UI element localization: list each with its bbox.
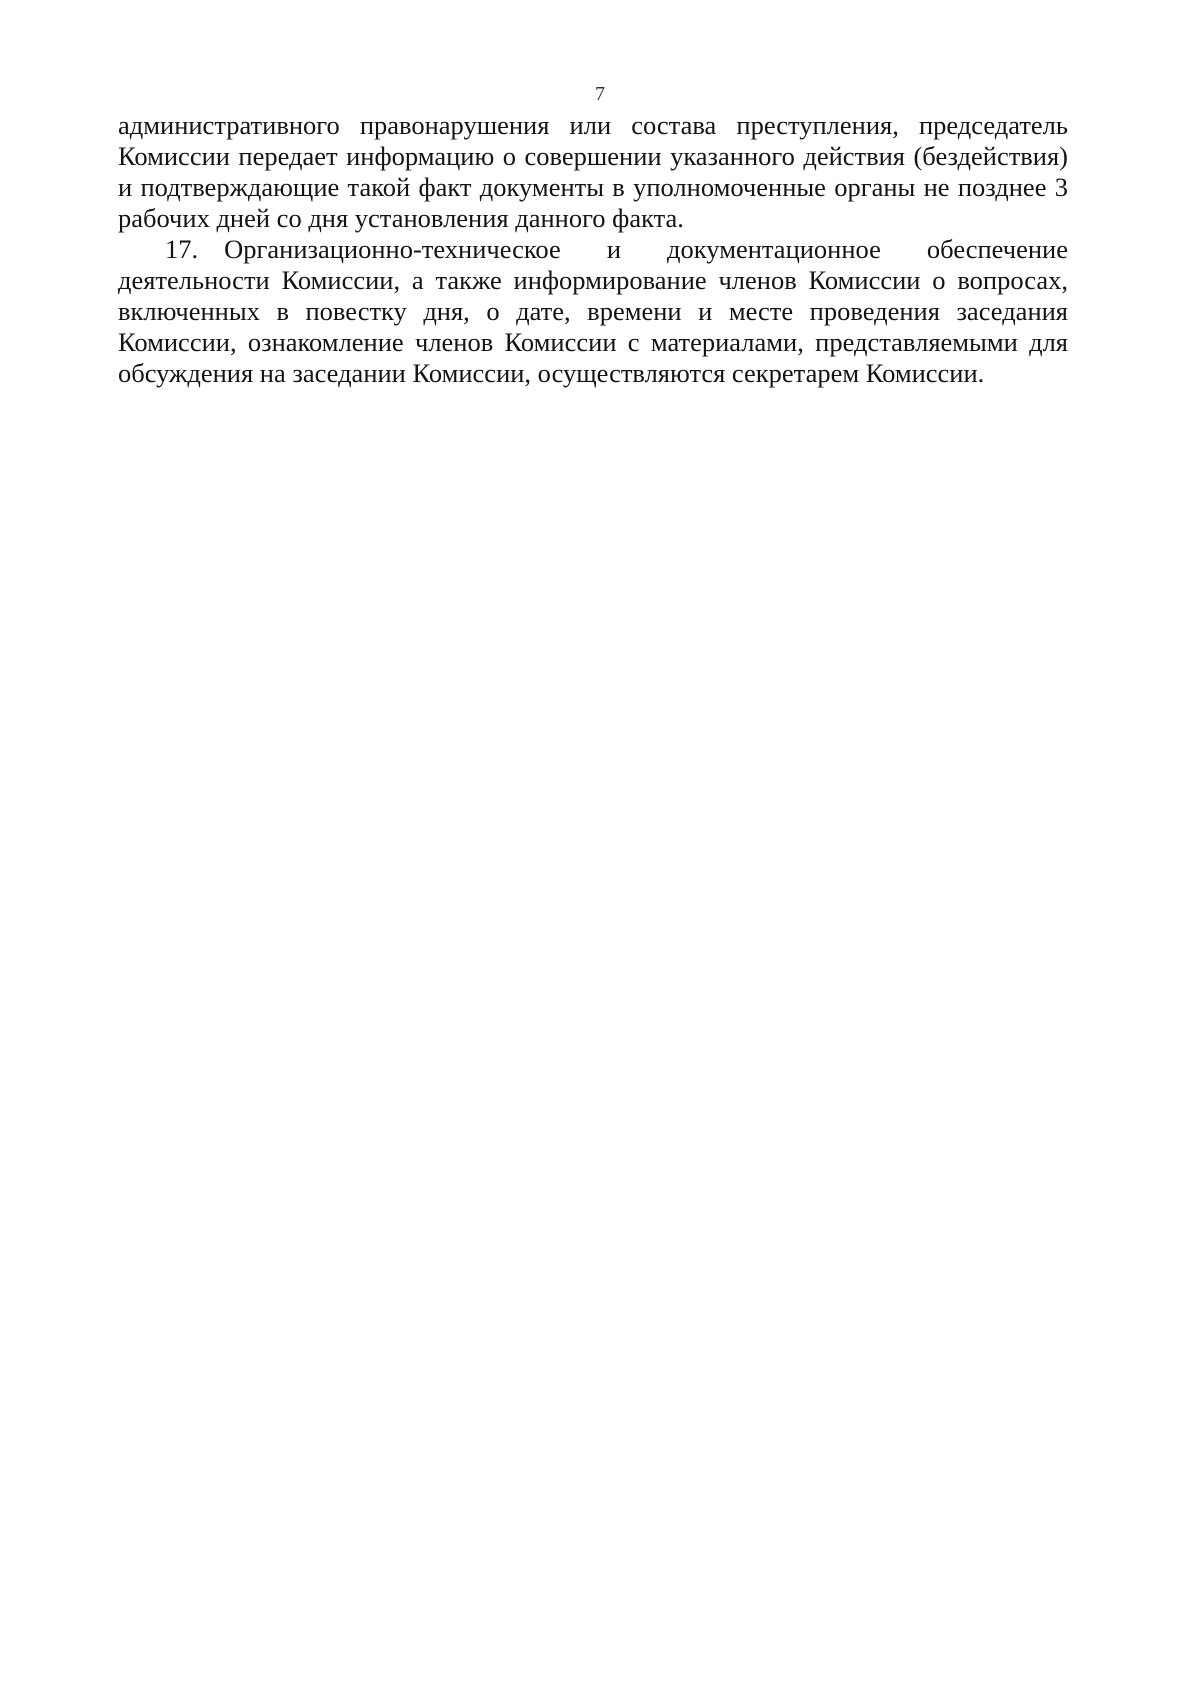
page-number: 7 bbox=[595, 83, 605, 105]
document-body bbox=[118, 110, 1068, 389]
paragraph-continued: административного правонарушения или состава преступления, председатель Комиссии передает информацию о совершении указанного действия (бездействия) и подтверждающие такой факт документы в уполномоченные органы не позднее 3 рабочих дней со дня установления данного факта. bbox=[118, 110, 1068, 233]
paragraph-item-17 bbox=[118, 234, 1068, 389]
item-text: Организационно-техническое и документационное обеспечение деятельности Комиссии, а также информирование членов Комиссии о вопросах, включенных в повестку дня, о дате, времени и месте проведения заседания Комиссии, ознакомление членов Комиссии с материалами, представляемыми для обсуждения на заседании Комиссии, осуществляются секретарем Комиссии. bbox=[118, 234, 1068, 388]
item-number: 17. bbox=[165, 234, 199, 264]
